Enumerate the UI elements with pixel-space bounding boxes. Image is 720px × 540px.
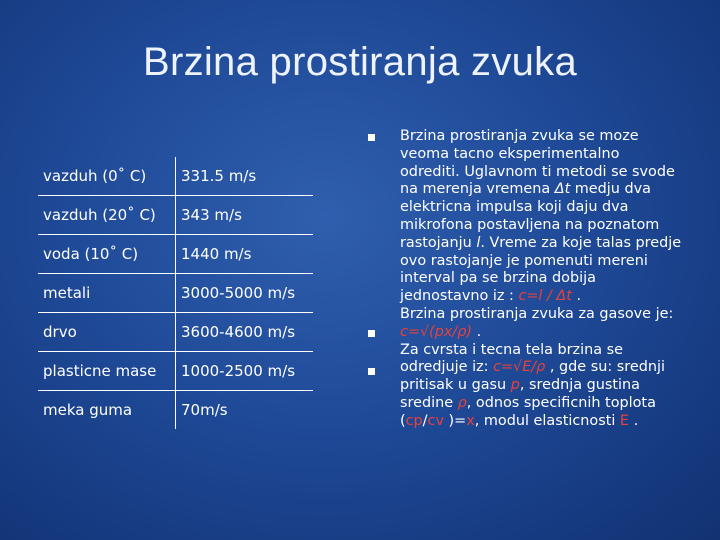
formula: c=l / Δt (518, 288, 572, 305)
text: , odnos specificnih toplota ( (400, 394, 656, 429)
table-cell-speed: 70m/s (176, 391, 314, 430)
formula: c=√E/ρ (493, 359, 546, 376)
table-cell-medium: meka guma (38, 391, 176, 430)
variable: E (619, 412, 630, 429)
table-cell-medium: drvo (38, 313, 176, 352)
table-cell-speed: 331.5 m/s (176, 157, 314, 196)
text: Brzina prostiranja zvuka se moze veoma tacno eksperimentalno odrediti. Uglavnom ti metodi se svode na merenja vremena (400, 128, 675, 198)
variable: cp (405, 412, 423, 429)
table-row (38, 352, 313, 391)
square-bullet-icon (368, 368, 375, 375)
variable: p (510, 377, 520, 394)
table-row (38, 196, 313, 235)
bullet-paragraph-2 (400, 306, 682, 342)
table-cell-speed: 343 m/s (176, 196, 314, 235)
table-cell-medium: vazduh (20˚ C) (38, 196, 176, 235)
variable: x (466, 412, 475, 429)
text: Brzina prostiranja zvuka za gasove je: (400, 305, 674, 322)
table-cell-medium: metali (38, 274, 176, 313)
formula: c=√(px/ρ) (400, 323, 473, 340)
text: . (472, 323, 482, 340)
table-cell-speed: 3000-5000 m/s (176, 274, 314, 313)
table-cell-medium: plasticne mase (38, 352, 176, 391)
slide-title: Brzina prostiranja zvuka (142, 40, 578, 84)
square-bullet-icon (368, 134, 375, 141)
table-row (38, 391, 313, 430)
square-bullet-icon (368, 330, 375, 337)
bullet-paragraph-1 (400, 128, 682, 306)
speed-table (38, 157, 313, 429)
table-row (38, 313, 313, 352)
table-row (38, 157, 313, 196)
text: , modul elasticnosti (474, 412, 620, 429)
text: medju dva elektricna impulsa koji daju dva mikrofona postavljena na poznatom rastojanju (400, 181, 660, 251)
text: Za cvrsta i tecna tela brzina se odredjuje iz: (400, 341, 623, 376)
variable: l (476, 234, 481, 251)
text: , srednja gustina sredine (400, 377, 640, 411)
variable: Δt (554, 181, 571, 198)
variable: ρ (457, 394, 467, 411)
table-cell-speed: 1440 m/s (176, 235, 314, 274)
text: . (571, 288, 582, 305)
table-cell-medium: voda (10˚ C) (38, 235, 176, 274)
table-row (38, 274, 313, 313)
table-cell-medium: vazduh (0˚ C) (38, 157, 176, 196)
table-cell-speed: 3600-4600 m/s (176, 313, 314, 352)
text: / (422, 412, 428, 429)
text: )= (443, 412, 467, 429)
variable: cv (427, 412, 444, 429)
text: , gde su: srednji pritisak u gasu (400, 359, 665, 394)
text: . Vreme za koje talas predje ovo rastojanje je pomenuti mereni interval pa se brzina dobija jednostavno iz : (400, 234, 682, 305)
table-cell-speed: 1000-2500 m/s (176, 352, 314, 391)
text: . (629, 412, 639, 429)
bullet-text-column (400, 128, 682, 431)
bullet-paragraph-3 (400, 342, 682, 431)
table-row (38, 235, 313, 274)
